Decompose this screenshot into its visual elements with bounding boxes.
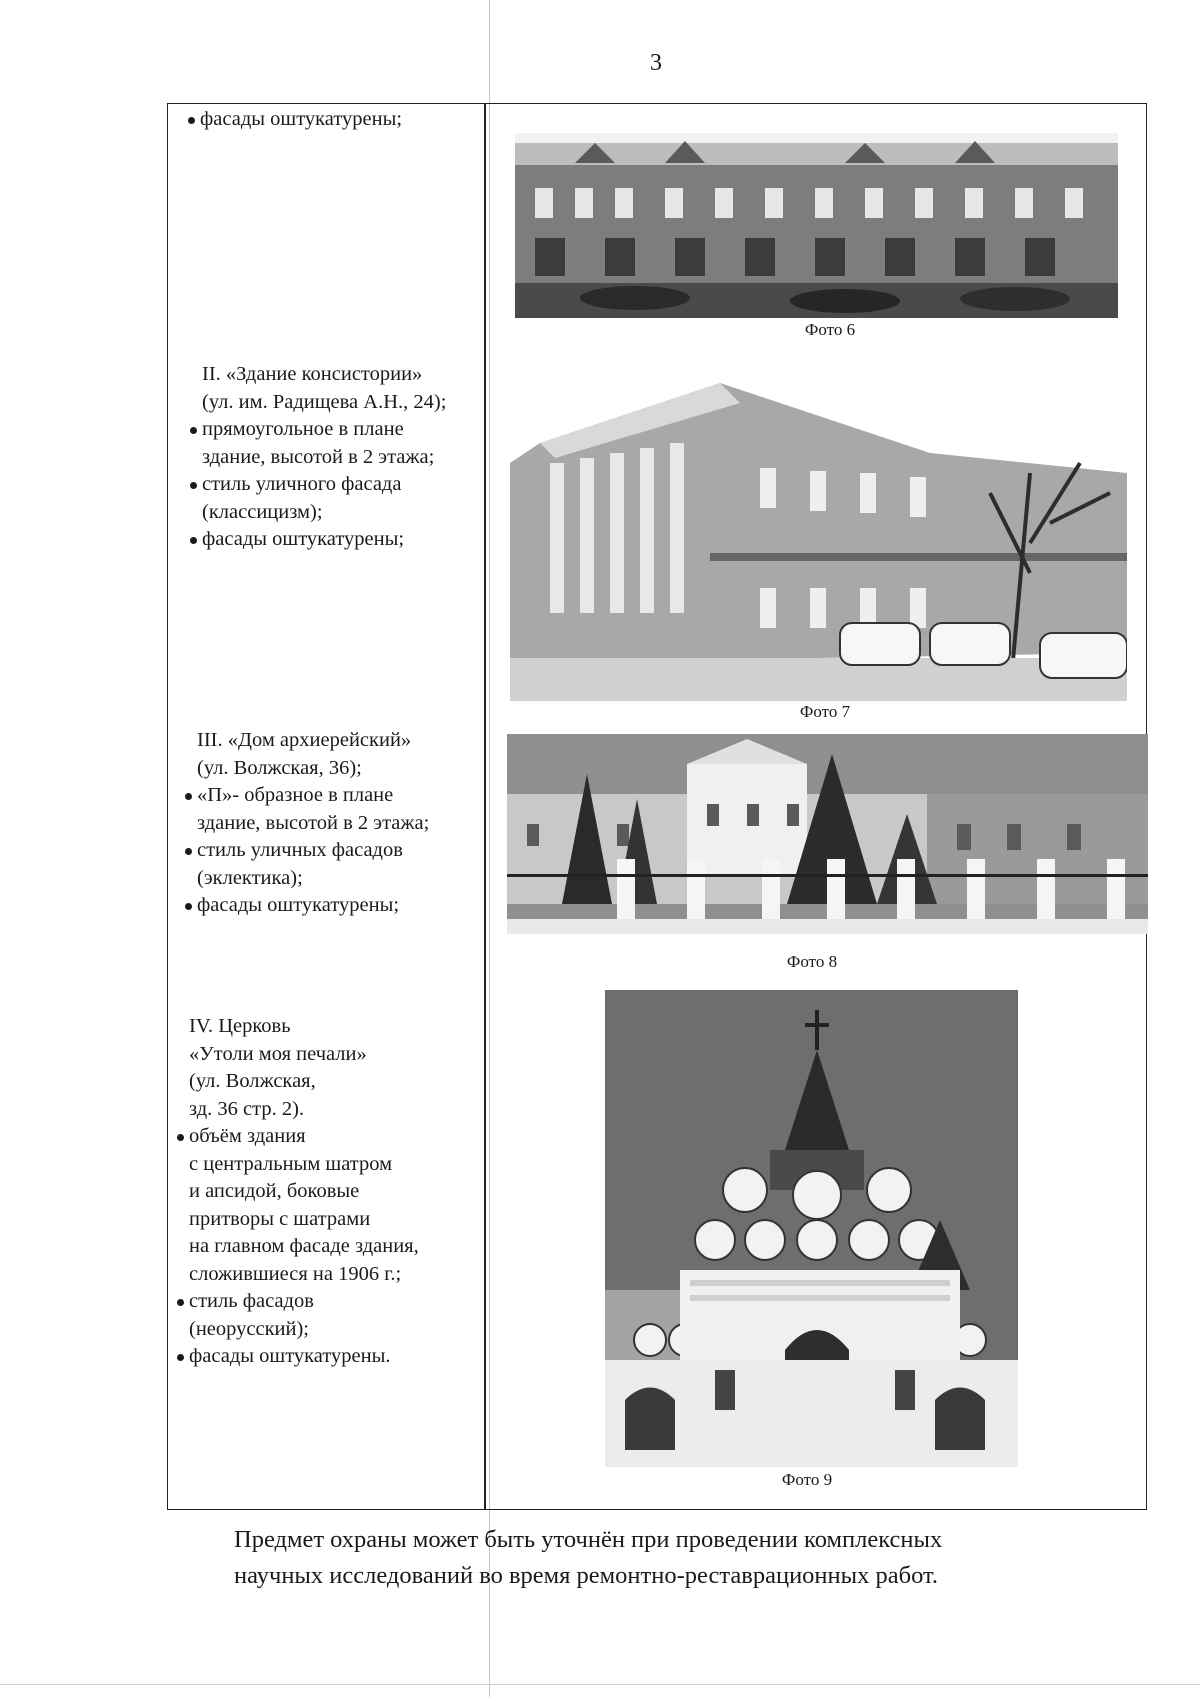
row-2-bullet-3: фасады оштукатурены;: [190, 526, 446, 554]
row-4-bullet-2: стиль фасадов: [177, 1288, 419, 1316]
row-4-bullet-1: объём здания: [177, 1123, 419, 1151]
row-4-bullet-1-cont-5: сложившиеся на 1906 г.;: [189, 1262, 402, 1285]
row-4-address: (ул. Волжская,: [189, 1070, 316, 1092]
row-1-bullet-1: фасады оштукатурены;: [188, 106, 402, 134]
photo-8-caption: Фото 8: [786, 952, 838, 971]
row-3-description: [185, 727, 429, 920]
row-4-bullet-2-cont: (неорусский);: [189, 1317, 309, 1340]
row-2-bullet-2: стиль уличного фасада: [190, 471, 446, 499]
photo-7-caption: Фото 7: [799, 702, 851, 721]
row-4-title: IV. Церковь: [189, 1015, 291, 1037]
photo-6-caption: Фото 6: [804, 320, 856, 339]
scan-edge-line: [0, 1684, 1200, 1685]
row-4-bullet-1-cont-1: с центральным шатром: [189, 1152, 393, 1175]
row-2-bullet-2-cont: (классицизм);: [202, 500, 323, 523]
row-3-title: III. «Дом архиерейский»: [197, 729, 412, 751]
row-4-description: [177, 1013, 419, 1371]
protection-note: [234, 1522, 942, 1594]
row-4-bullet-1-cont-2: и апсидой, боковые: [189, 1180, 360, 1202]
row-2-description: [190, 361, 446, 554]
photo-7-consistory-building: [510, 373, 1127, 701]
row-3-bullet-1-cont: здание, высотой в 2 этажа;: [197, 811, 430, 834]
row-4-bullet-3: фасады оштукатурены.: [177, 1343, 419, 1371]
row-4-address-2: зд. 36 стр. 2).: [189, 1097, 305, 1120]
photo-9-caption: Фото 9: [781, 1470, 833, 1489]
row-3-bullet-1: «П»- образное в плане: [185, 782, 429, 810]
photo-6-building-row: [515, 133, 1118, 318]
row-4-title-2: «Утоли моя печали»: [189, 1042, 367, 1065]
row-4-bullet-1-cont-3: притворы с шатрами: [189, 1207, 371, 1230]
page-number: 3: [650, 50, 662, 76]
row-2-title: II. «Здание консистории»: [202, 363, 423, 385]
row-2-address: (ул. им. Радищева А.Н., 24);: [202, 390, 447, 413]
row-1-description: [188, 106, 402, 134]
protection-note-line-2: научных исследований во время ремонтно-реставрационных работ.: [234, 1562, 938, 1589]
row-4-bullet-1-cont-4: на главном фасаде здания,: [189, 1235, 419, 1257]
row-3-address: (ул. Волжская, 36);: [197, 756, 362, 779]
protection-note-line-1: Предмет охраны может быть уточнён при проведении комплексных: [234, 1526, 943, 1553]
photo-9-church: [605, 990, 1018, 1467]
row-3-bullet-3: фасады оштукатурены;: [185, 892, 429, 920]
photo-8-bishops-house: [507, 734, 1148, 934]
row-2-bullet-1-cont: здание, высотой в 2 этажа;: [202, 445, 435, 468]
row-3-bullet-2-cont: (эклектика);: [197, 866, 303, 889]
table-column-divider: [484, 103, 486, 1510]
row-3-bullet-2: стиль уличных фасадов: [185, 837, 429, 865]
row-2-bullet-1: прямоугольное в плане: [190, 416, 446, 444]
